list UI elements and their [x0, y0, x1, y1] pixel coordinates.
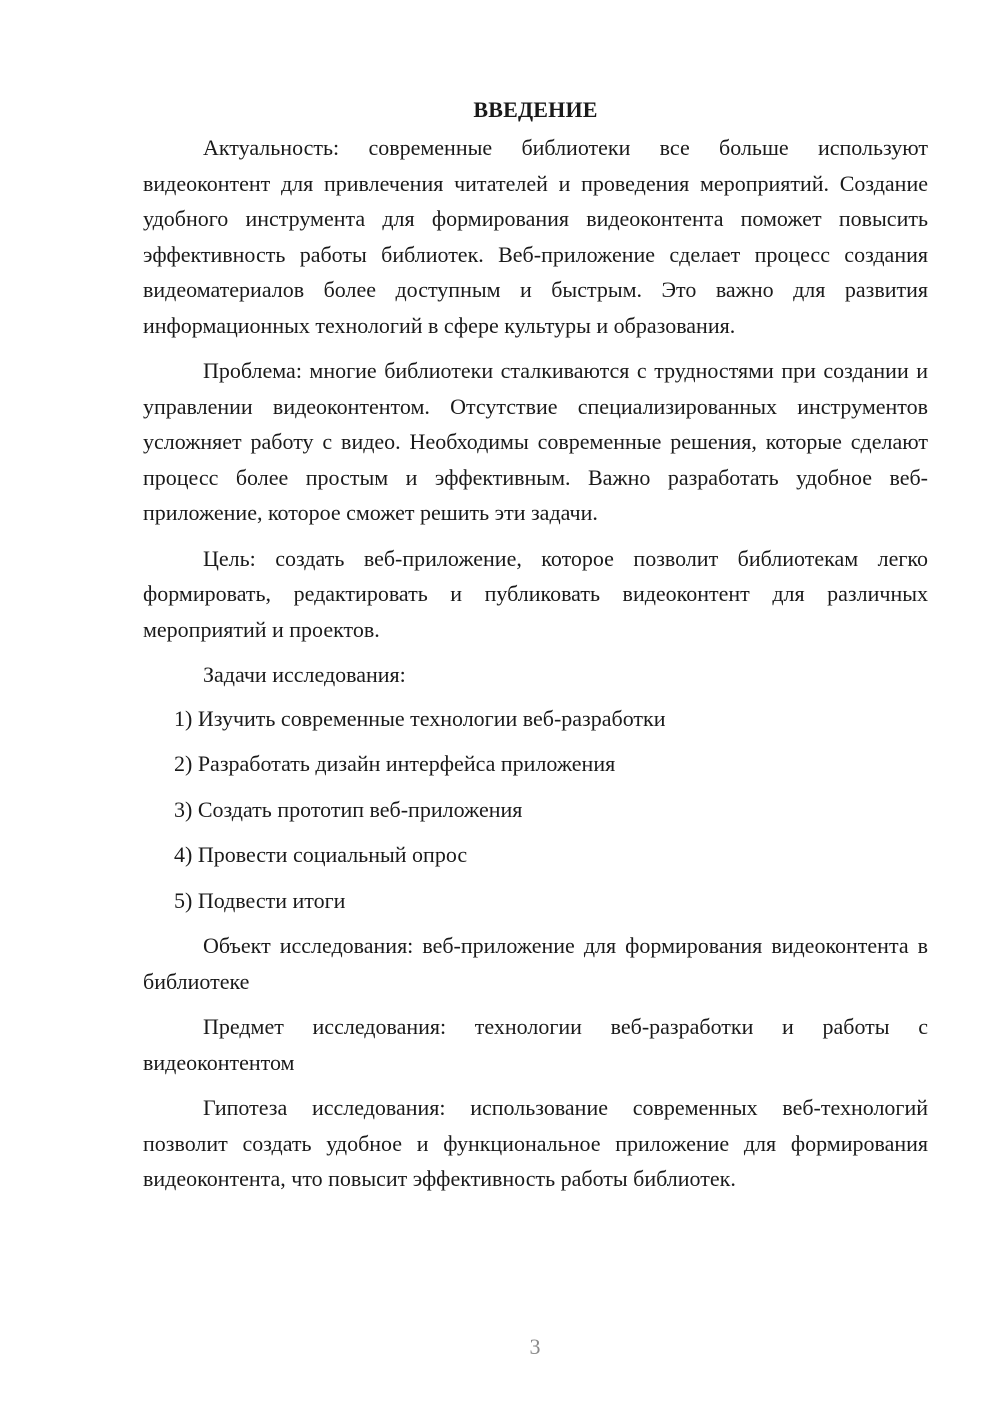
document-page	[143, 92, 928, 1207]
object-paragraph: Объект исследования: веб-приложение для формирования видеоконтента в библиотеке	[143, 933, 928, 994]
subject-paragraph: Предмет исследования: технологии веб-разработки и работы с видеоконтентом	[143, 1014, 928, 1075]
hypothesis-paragraph: Гипотеза исследования: использование современных веб-технологий позволит создать удобное и функциональное приложение для формирования видеоконтента, что повысит эффективность работы библиотек.	[143, 1095, 928, 1191]
goal-paragraph: Цель: создать веб-приложение, которое позволит библиотекам легко формировать, редактировать и публиковать видеоконтент для различных мероприятий и проектов.	[143, 545, 928, 642]
document-title: ВВЕДЕНИЕ	[473, 97, 598, 122]
task-item: 4) Провести социальный опрос	[174, 842, 468, 867]
page-number: 3	[529, 1334, 541, 1359]
tasks-list	[143, 701, 928, 919]
problem-paragraph: Проблема: многие библиотеки сталкиваются с трудностями при создании и управлении видеоконтентом. Отсутствие специализированных инструментов усложняет работу с видео. Необходимы современные решения, которые сделают процесс более простым и эффективным. Важно разработать удобное веб-приложение, которое сможет решить эти задачи.	[143, 358, 928, 525]
task-item: 5) Подвести итоги	[174, 887, 346, 913]
relevance-paragraph: Актуальность: современные библиотеки все больше используют видеоконтент для привлечения читателей и проведения мероприятий. Создание удобного инструмента для формирования видеоконтента поможет повысить эффективность работы библиотек. Веб-приложение сделает процесс создания видеоматериалов более доступным и быстрым. Это важно для развития информационных технологий в сфере культуры и образования.	[143, 135, 928, 338]
task-item: 3) Создать прототип веб-приложения	[174, 796, 523, 822]
task-item: 2) Разработать дизайн интерфейса приложения	[174, 751, 616, 776]
task-item: 1) Изучить современные технологии веб-разработки	[174, 705, 666, 731]
tasks-heading: Задачи исследования:	[203, 662, 406, 687]
